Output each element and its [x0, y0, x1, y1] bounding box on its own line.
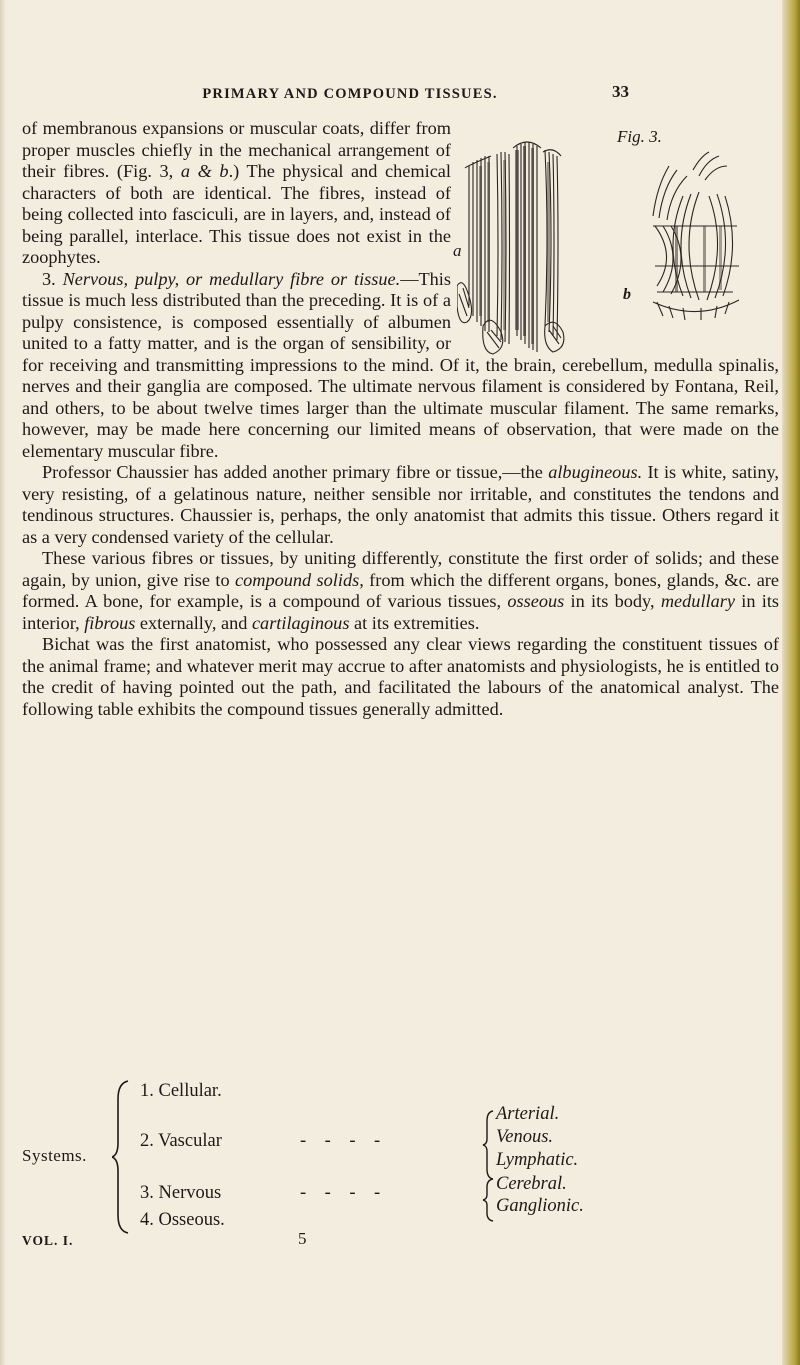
text-run: a & b — [180, 161, 229, 181]
text-run: at its extremities. — [349, 612, 480, 633]
fibre-group-b — [653, 152, 739, 320]
item-nervous-leader: - - - - — [300, 1183, 381, 1203]
item-cellular: 1. Cellular. — [140, 1081, 222, 1101]
item-nervous — [140, 1183, 381, 1204]
text-run: in its body, — [564, 591, 661, 611]
text-run: osseous — [507, 591, 565, 611]
page-number: 33 — [612, 82, 629, 101]
text-run: These various fibres or tissues, by uniting differently, constitute the first order of solids; and these again, by union, give rise to — [22, 548, 779, 590]
figure-label-b: b — [623, 286, 631, 303]
vascular-arterial: Arterial. — [496, 1104, 560, 1124]
footer-signature: 5 — [298, 1229, 307, 1248]
text-run: —This tissue is much less distributed than the preceding. It is of a pulpy consistence, is composed essentially of albumen united to a fatty matter, and is the organ of sensibility, or for receiving and transmitting impressions to the mind. Of it, the brain, cerebellum, medulla spinalis, nerves and their ganglia are composed. The ultimate nervous filament is considered by Fontana, Reil, and others, to be about twelve times larger than the ultimate muscular filament. The same remarks, however, may be made here concerning our limited means of observation, that were made on the elementary muscular fibre. — [22, 268, 779, 461]
fibre-shading-a — [479, 146, 550, 344]
text-run: compound solids, — [235, 569, 364, 590]
text-run: cartilaginous — [251, 612, 350, 633]
figure-caption: Fig. 3. — [617, 127, 662, 146]
running-title: PRIMARY AND COMPOUND TISSUES. — [202, 86, 498, 102]
text-run: Nervous, pulpy, or medullary fibre or tissue. — [62, 268, 401, 289]
body-text — [22, 118, 779, 720]
text-run: .) The physical and chemical characters of both are identical. The fibres, instead of being collected into fasciculi, are in layers, and, instead of being parallel, interlace. This tissue does not exist in the zoophytes. — [22, 161, 451, 267]
footer-volume: VOL. I. — [22, 1233, 74, 1248]
systems-label: Systems. — [22, 1146, 87, 1165]
item-vascular-leader: - - - - — [300, 1131, 381, 1151]
item-osseous: 4. Osseous. — [140, 1210, 225, 1230]
paragraph-4 — [22, 548, 779, 634]
text-run: 3. — [42, 268, 63, 289]
paragraph-3 — [22, 462, 779, 548]
nervous-brace — [482, 1177, 494, 1223]
figure-3 — [453, 106, 779, 346]
text-run: of membranous expansions or muscular coats, differ from proper muscles chiefly in the mechanical arrangement of their fibres. (Fig. 3, — [22, 118, 451, 181]
text-run: fibrous — [84, 612, 136, 633]
vascular-venous: Venous. — [496, 1127, 554, 1147]
text-run: albugineous. — [548, 462, 643, 482]
paragraph-5 — [22, 634, 779, 720]
page-right-edge — [782, 0, 800, 1365]
figure-label-a: a — [453, 241, 462, 260]
text-run: Professor Chaussier has added another primary fibre or tissue,—the — [42, 462, 549, 482]
left-brace — [112, 1077, 130, 1237]
vascular-brace — [482, 1109, 494, 1181]
nervous-cerebral: Cerebral. — [496, 1174, 567, 1194]
text-run: It is white, satiny, very resisting, of a gelatinous nature, neither sensible nor irritable, and constitutes the tendons and tendinous structures. Chaussier is, perhaps, the only anatomist that admits this tissue. Others regard it as a very condensed variety of the cellular. — [22, 462, 779, 547]
text-run: in its interior, — [22, 591, 780, 633]
page-left-edge — [0, 0, 6, 1365]
text-run: medullary — [660, 591, 735, 611]
item-nervous-label: 3. Nervous — [140, 1183, 222, 1203]
item-vascular-label: 2. Vascular — [140, 1131, 222, 1151]
nervous-ganglionic: Ganglionic. — [496, 1196, 584, 1216]
text-run: externally, and — [135, 612, 252, 633]
text-run: from which the different organs, bones, glands, &c. are formed. A bone, for example, is a compound of various tissues, — [22, 569, 780, 611]
text-run: Bichat was the first anatomist, who possessed any clear views regarding the constituent tissues of the animal frame; and whatever merit may accrue to after anatomists and physiologists, he is entitled to the credit of having pointed out the path, and facilitated the labours of the anatomical analyst. The following table exhibits the compound tissues generally admitted. — [22, 634, 779, 719]
vascular-lymphatic: Lymphatic. — [496, 1150, 579, 1170]
systems-table — [22, 1077, 779, 1277]
muscle-fibre-illustration — [457, 126, 779, 366]
item-vascular — [140, 1131, 381, 1152]
